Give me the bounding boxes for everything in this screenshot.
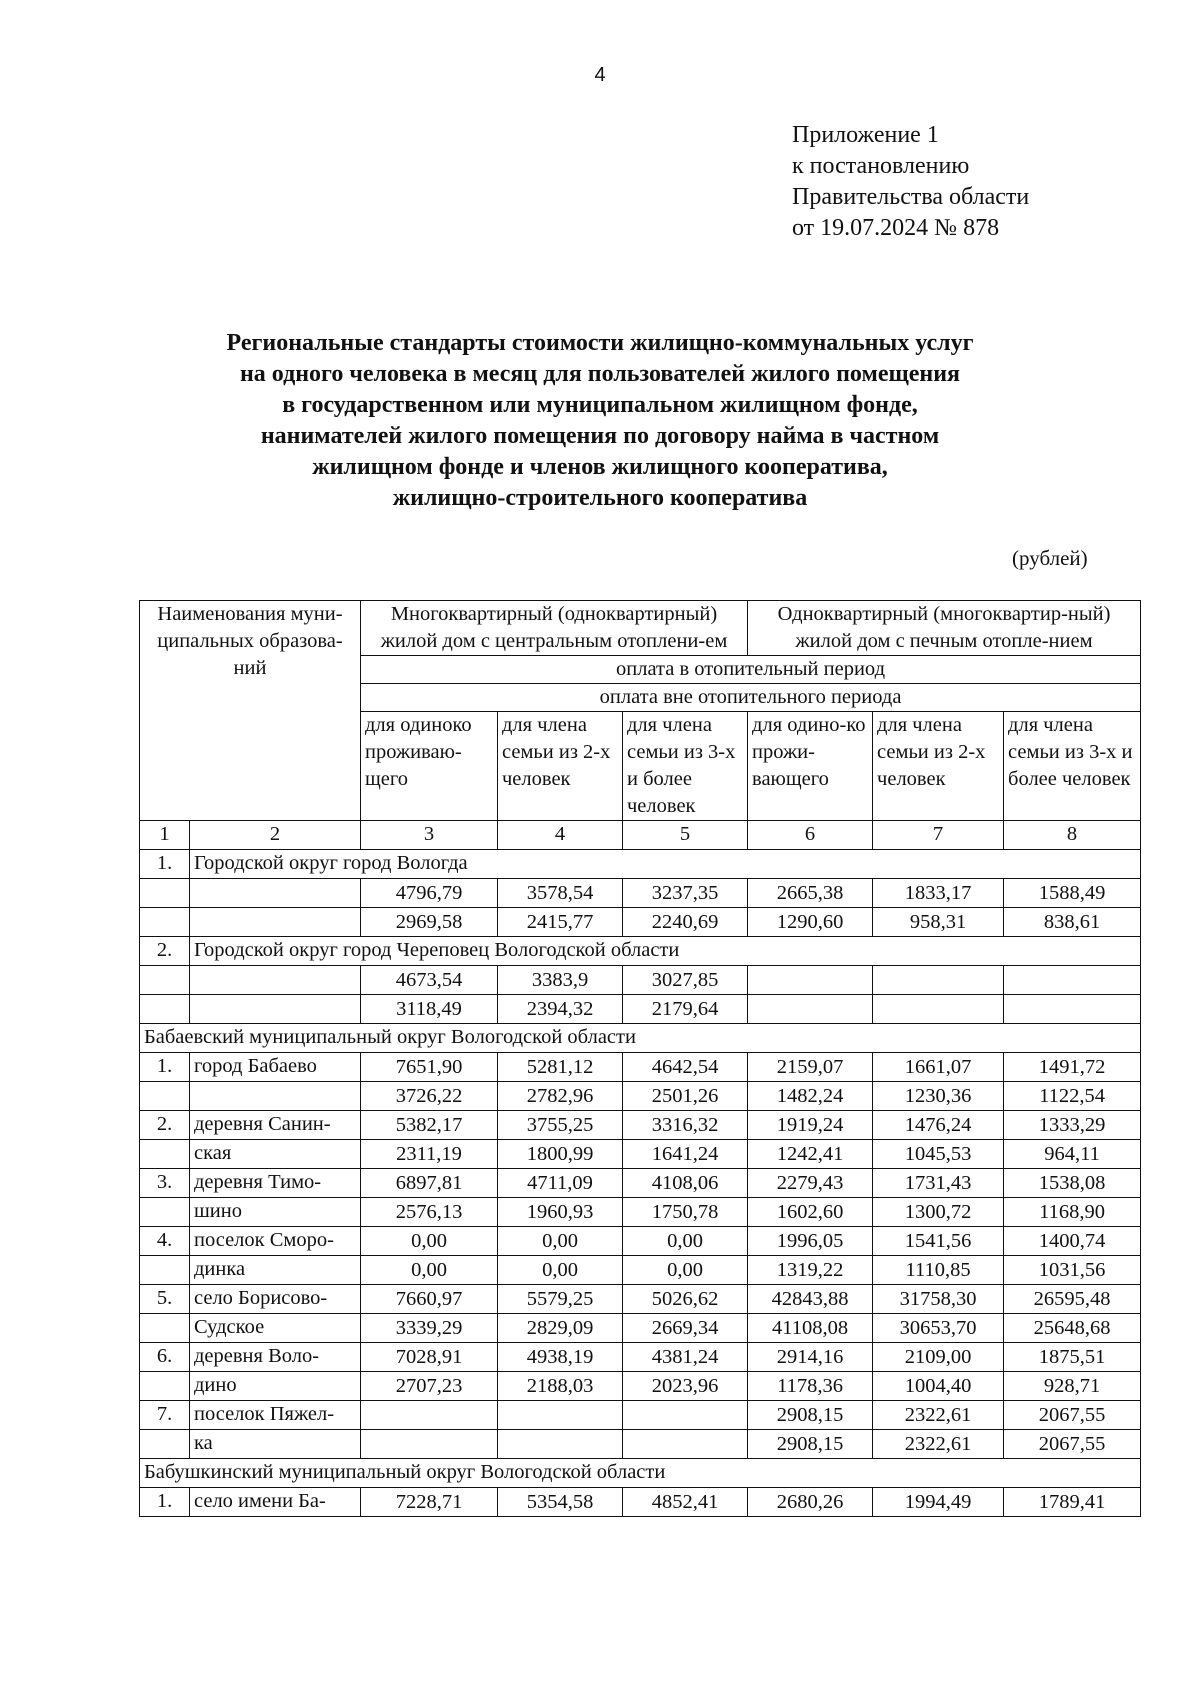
value-cell: 3755,25 (498, 1111, 623, 1140)
row-index: 3. (140, 1169, 190, 1198)
settlement-name: динка (190, 1256, 361, 1285)
value-cell: 26595,48 (1004, 1285, 1141, 1314)
value-cell: 2680,26 (748, 1488, 873, 1517)
value-cell: 2322,61 (873, 1430, 1004, 1459)
appendix-line: от 19.07.2024 № 878 (792, 215, 1000, 241)
value-cell: 5026,62 (623, 1285, 748, 1314)
row-index (140, 1256, 190, 1285)
value-cell: 1045,53 (873, 1140, 1004, 1169)
value-cell: 928,71 (1004, 1372, 1141, 1401)
value-cell: 2023,96 (623, 1372, 748, 1401)
column-number: 2 (190, 821, 361, 850)
settlement-name: ская (190, 1140, 361, 1169)
table-row (140, 1140, 1141, 1169)
header-col-3: для одиноко проживаю-щего (361, 712, 498, 821)
table-row (140, 879, 1141, 908)
value-cell: 5354,58 (498, 1488, 623, 1517)
value-cell (1004, 966, 1141, 995)
settlement-name: Судское (190, 1314, 361, 1343)
value-cell: 1178,36 (748, 1372, 873, 1401)
row-index (140, 966, 190, 995)
value-cell (361, 1401, 498, 1430)
value-cell: 2311,19 (361, 1140, 498, 1169)
value-cell: 1110,85 (873, 1256, 1004, 1285)
table-row (140, 1372, 1141, 1401)
settlement-name: деревня Тимо- (190, 1169, 361, 1198)
value-cell: 3339,29 (361, 1314, 498, 1343)
page-number: 4 (594, 64, 606, 86)
appendix-line: Правительства области (792, 184, 1030, 210)
value-cell (873, 995, 1004, 1024)
value-cell: 1833,17 (873, 879, 1004, 908)
table-row (140, 995, 1141, 1024)
value-cell: 2501,26 (623, 1082, 748, 1111)
value-cell: 0,00 (498, 1227, 623, 1256)
value-cell: 4711,09 (498, 1169, 623, 1198)
unit-label: (рублей) (1012, 546, 1088, 570)
value-cell: 1476,24 (873, 1111, 1004, 1140)
row-index: 1. (140, 1053, 190, 1082)
value-cell: 4796,79 (361, 879, 498, 908)
column-number: 3 (361, 821, 498, 850)
value-cell: 1400,74 (1004, 1227, 1141, 1256)
value-cell: 0,00 (623, 1256, 748, 1285)
header-heating-period: оплата в отопительный период (361, 656, 1141, 684)
table-row (140, 1053, 1141, 1082)
district-heading: Бабушкинский муниципальный округ Вологодской области (140, 1459, 1141, 1488)
value-cell: 1541,56 (873, 1227, 1004, 1256)
value-cell: 41108,08 (748, 1314, 873, 1343)
appendix-line: к постановлению (792, 153, 970, 179)
value-cell: 3118,49 (361, 995, 498, 1024)
value-cell: 2188,03 (498, 1372, 623, 1401)
document-title (100, 328, 1100, 514)
value-cell: 1602,60 (748, 1198, 873, 1227)
title-line: жилищно-строительного кооператива (392, 485, 808, 511)
table-row (140, 1256, 1141, 1285)
table-row (140, 937, 1141, 966)
settlement-name: село имени Ба- (190, 1488, 361, 1517)
settlement-name: деревня Санин- (190, 1111, 361, 1140)
value-cell: 42843,88 (748, 1285, 873, 1314)
value-cell: 2067,55 (1004, 1430, 1141, 1459)
header-central-heating: Многоквартирный (одноквартирный) жилой дом с центральным отоплени-ем (361, 601, 748, 656)
value-cell: 2415,77 (498, 908, 623, 937)
row-index (140, 1314, 190, 1343)
value-cell: 1491,72 (1004, 1053, 1141, 1082)
value-cell: 2394,32 (498, 995, 623, 1024)
settlement-name: поселок Сморо- (190, 1227, 361, 1256)
value-cell: 1588,49 (1004, 879, 1141, 908)
value-cell: 6897,81 (361, 1169, 498, 1198)
column-number: 5 (623, 821, 748, 850)
row-index (140, 879, 190, 908)
value-cell: 4108,06 (623, 1169, 748, 1198)
value-cell: 1919,24 (748, 1111, 873, 1140)
title-line: на одного человека в месяц для пользователей жилого помещения (239, 361, 961, 387)
value-cell: 0,00 (623, 1227, 748, 1256)
value-cell: 2969,58 (361, 908, 498, 937)
title-line: в государственном или муниципальном жилищном фонде, (282, 392, 918, 418)
value-cell: 25648,68 (1004, 1314, 1141, 1343)
table-row (140, 1111, 1141, 1140)
value-cell: 0,00 (498, 1256, 623, 1285)
value-cell: 30653,70 (873, 1314, 1004, 1343)
header-col-6: для одино-ко прожи-вающего (748, 712, 873, 821)
table-row (140, 1082, 1141, 1111)
value-cell: 2908,15 (748, 1430, 873, 1459)
settlement-name (190, 966, 361, 995)
value-cell: 2707,23 (361, 1372, 498, 1401)
value-cell: 1800,99 (498, 1140, 623, 1169)
value-cell (623, 1430, 748, 1459)
title-line: нанимателей жилого помещения по договору найма в частном (260, 423, 940, 449)
settlement-name: село Борисово- (190, 1285, 361, 1314)
value-cell: 2322,61 (873, 1401, 1004, 1430)
header-name: Наименования муни-ципальных образова-ний (140, 601, 361, 821)
value-cell (498, 1401, 623, 1430)
value-cell: 5579,25 (498, 1285, 623, 1314)
row-index (140, 908, 190, 937)
value-cell: 7651,90 (361, 1053, 498, 1082)
value-cell: 1641,24 (623, 1140, 748, 1169)
row-index: 5. (140, 1285, 190, 1314)
value-cell: 3027,85 (623, 966, 748, 995)
value-cell: 2669,34 (623, 1314, 748, 1343)
table-row (140, 1169, 1141, 1198)
table-row (140, 1024, 1141, 1053)
value-cell: 1230,36 (873, 1082, 1004, 1111)
value-cell (623, 1401, 748, 1430)
value-cell (873, 966, 1004, 995)
row-index (140, 1140, 190, 1169)
title-line: жилищном фонде и членов жилищного кооператива, (312, 454, 888, 480)
table-row (140, 966, 1141, 995)
row-index: 2. (140, 937, 190, 966)
value-cell: 5281,12 (498, 1053, 623, 1082)
value-cell: 2279,43 (748, 1169, 873, 1198)
row-index (140, 1430, 190, 1459)
header-col-7: для члена семьи из 2-х человек (873, 712, 1004, 821)
value-cell: 2782,96 (498, 1082, 623, 1111)
value-cell: 1300,72 (873, 1198, 1004, 1227)
value-cell: 4938,19 (498, 1343, 623, 1372)
value-cell: 7660,97 (361, 1285, 498, 1314)
table-row (140, 1401, 1141, 1430)
value-cell (361, 1430, 498, 1459)
value-cell: 4381,24 (623, 1343, 748, 1372)
value-cell: 1750,78 (623, 1198, 748, 1227)
column-number: 8 (1004, 821, 1141, 850)
table-row (140, 1430, 1141, 1459)
value-cell: 1004,40 (873, 1372, 1004, 1401)
value-cell: 958,31 (873, 908, 1004, 937)
column-number: 7 (873, 821, 1004, 850)
row-index: 1. (140, 1488, 190, 1517)
value-cell: 1122,54 (1004, 1082, 1141, 1111)
settlement-name: город Бабаево (190, 1053, 361, 1082)
row-index: 2. (140, 1111, 190, 1140)
column-number: 4 (498, 821, 623, 850)
value-cell (1004, 995, 1141, 1024)
column-number: 6 (748, 821, 873, 850)
row-index (140, 1082, 190, 1111)
row-index: 6. (140, 1343, 190, 1372)
value-cell: 838,61 (1004, 908, 1141, 937)
header-col-8: для члена семьи из 3-х и более человек (1004, 712, 1141, 821)
district-heading: Бабаевский муниципальный округ Вологодской области (140, 1024, 1141, 1053)
value-cell: 1290,60 (748, 908, 873, 937)
table-row (140, 1198, 1141, 1227)
value-cell: 0,00 (361, 1256, 498, 1285)
value-cell: 1031,56 (1004, 1256, 1141, 1285)
value-cell: 4642,54 (623, 1053, 748, 1082)
value-cell: 3383,9 (498, 966, 623, 995)
value-cell: 1333,29 (1004, 1111, 1141, 1140)
value-cell: 1242,41 (748, 1140, 873, 1169)
value-cell: 2109,00 (873, 1343, 1004, 1372)
value-cell: 2914,16 (748, 1343, 873, 1372)
appendix-block (792, 120, 1029, 244)
row-index: 4. (140, 1227, 190, 1256)
value-cell: 1319,22 (748, 1256, 873, 1285)
settlement-name (190, 908, 361, 937)
table-row (140, 1459, 1141, 1488)
value-cell: 2576,13 (361, 1198, 498, 1227)
header-nonheating-period: оплата вне отопительного периода (361, 684, 1141, 712)
value-cell: 5382,17 (361, 1111, 498, 1140)
settlement-name (190, 879, 361, 908)
title-line: Региональные стандарты стоимости жилищно-коммунальных услуг (226, 330, 974, 356)
value-cell: 1168,90 (1004, 1198, 1141, 1227)
value-cell: 2179,64 (623, 995, 748, 1024)
row-index: 7. (140, 1401, 190, 1430)
value-cell: 3578,54 (498, 879, 623, 908)
value-cell: 964,11 (1004, 1140, 1141, 1169)
municipality-heading: Городской округ город Череповец Вологодской области (190, 937, 1141, 966)
municipality-heading: Городской округ город Вологда (190, 850, 1141, 879)
header-col-5: для члена семьи из 3-х и более человек (623, 712, 748, 821)
settlement-name: шино (190, 1198, 361, 1227)
value-cell (748, 995, 873, 1024)
value-cell (498, 1430, 623, 1459)
value-cell: 1538,08 (1004, 1169, 1141, 1198)
standards-table (139, 600, 1141, 1517)
settlement-name: деревня Воло- (190, 1343, 361, 1372)
value-cell: 3316,32 (623, 1111, 748, 1140)
value-cell: 7028,91 (361, 1343, 498, 1372)
header-col-4: для члена семьи из 2-х человек (498, 712, 623, 821)
value-cell: 1994,49 (873, 1488, 1004, 1517)
value-cell: 2067,55 (1004, 1401, 1141, 1430)
value-cell: 1661,07 (873, 1053, 1004, 1082)
appendix-line: Приложение 1 (792, 122, 939, 148)
value-cell (748, 966, 873, 995)
value-cell: 31758,30 (873, 1285, 1004, 1314)
value-cell: 0,00 (361, 1227, 498, 1256)
table-row (140, 1314, 1141, 1343)
table-row (140, 1227, 1141, 1256)
settlement-name: дино (190, 1372, 361, 1401)
value-cell: 2665,38 (748, 879, 873, 908)
table-row (140, 1285, 1141, 1314)
value-cell: 2829,09 (498, 1314, 623, 1343)
settlement-name (190, 1082, 361, 1111)
table-body (140, 850, 1141, 1517)
value-cell: 1875,51 (1004, 1343, 1141, 1372)
value-cell: 1482,24 (748, 1082, 873, 1111)
settlement-name (190, 995, 361, 1024)
header-stove-heating: Одноквартирный (многоквартир-ный) жилой дом с печным отопле-нием (748, 601, 1141, 656)
value-cell: 2159,07 (748, 1053, 873, 1082)
value-cell: 3726,22 (361, 1082, 498, 1111)
table-row (140, 850, 1141, 879)
row-index: 1. (140, 850, 190, 879)
column-number: 1 (140, 821, 190, 850)
value-cell: 4673,54 (361, 966, 498, 995)
row-index (140, 995, 190, 1024)
settlement-name: ка (190, 1430, 361, 1459)
table-row (140, 1343, 1141, 1372)
value-cell: 1960,93 (498, 1198, 623, 1227)
settlement-name: поселок Пяжел- (190, 1401, 361, 1430)
value-cell: 1731,43 (873, 1169, 1004, 1198)
value-cell: 1996,05 (748, 1227, 873, 1256)
table-row (140, 1488, 1141, 1517)
value-cell: 1789,41 (1004, 1488, 1141, 1517)
table-row (140, 908, 1141, 937)
value-cell: 4852,41 (623, 1488, 748, 1517)
row-index (140, 1198, 190, 1227)
row-index (140, 1372, 190, 1401)
value-cell: 2908,15 (748, 1401, 873, 1430)
value-cell: 7228,71 (361, 1488, 498, 1517)
value-cell: 3237,35 (623, 879, 748, 908)
value-cell: 2240,69 (623, 908, 748, 937)
